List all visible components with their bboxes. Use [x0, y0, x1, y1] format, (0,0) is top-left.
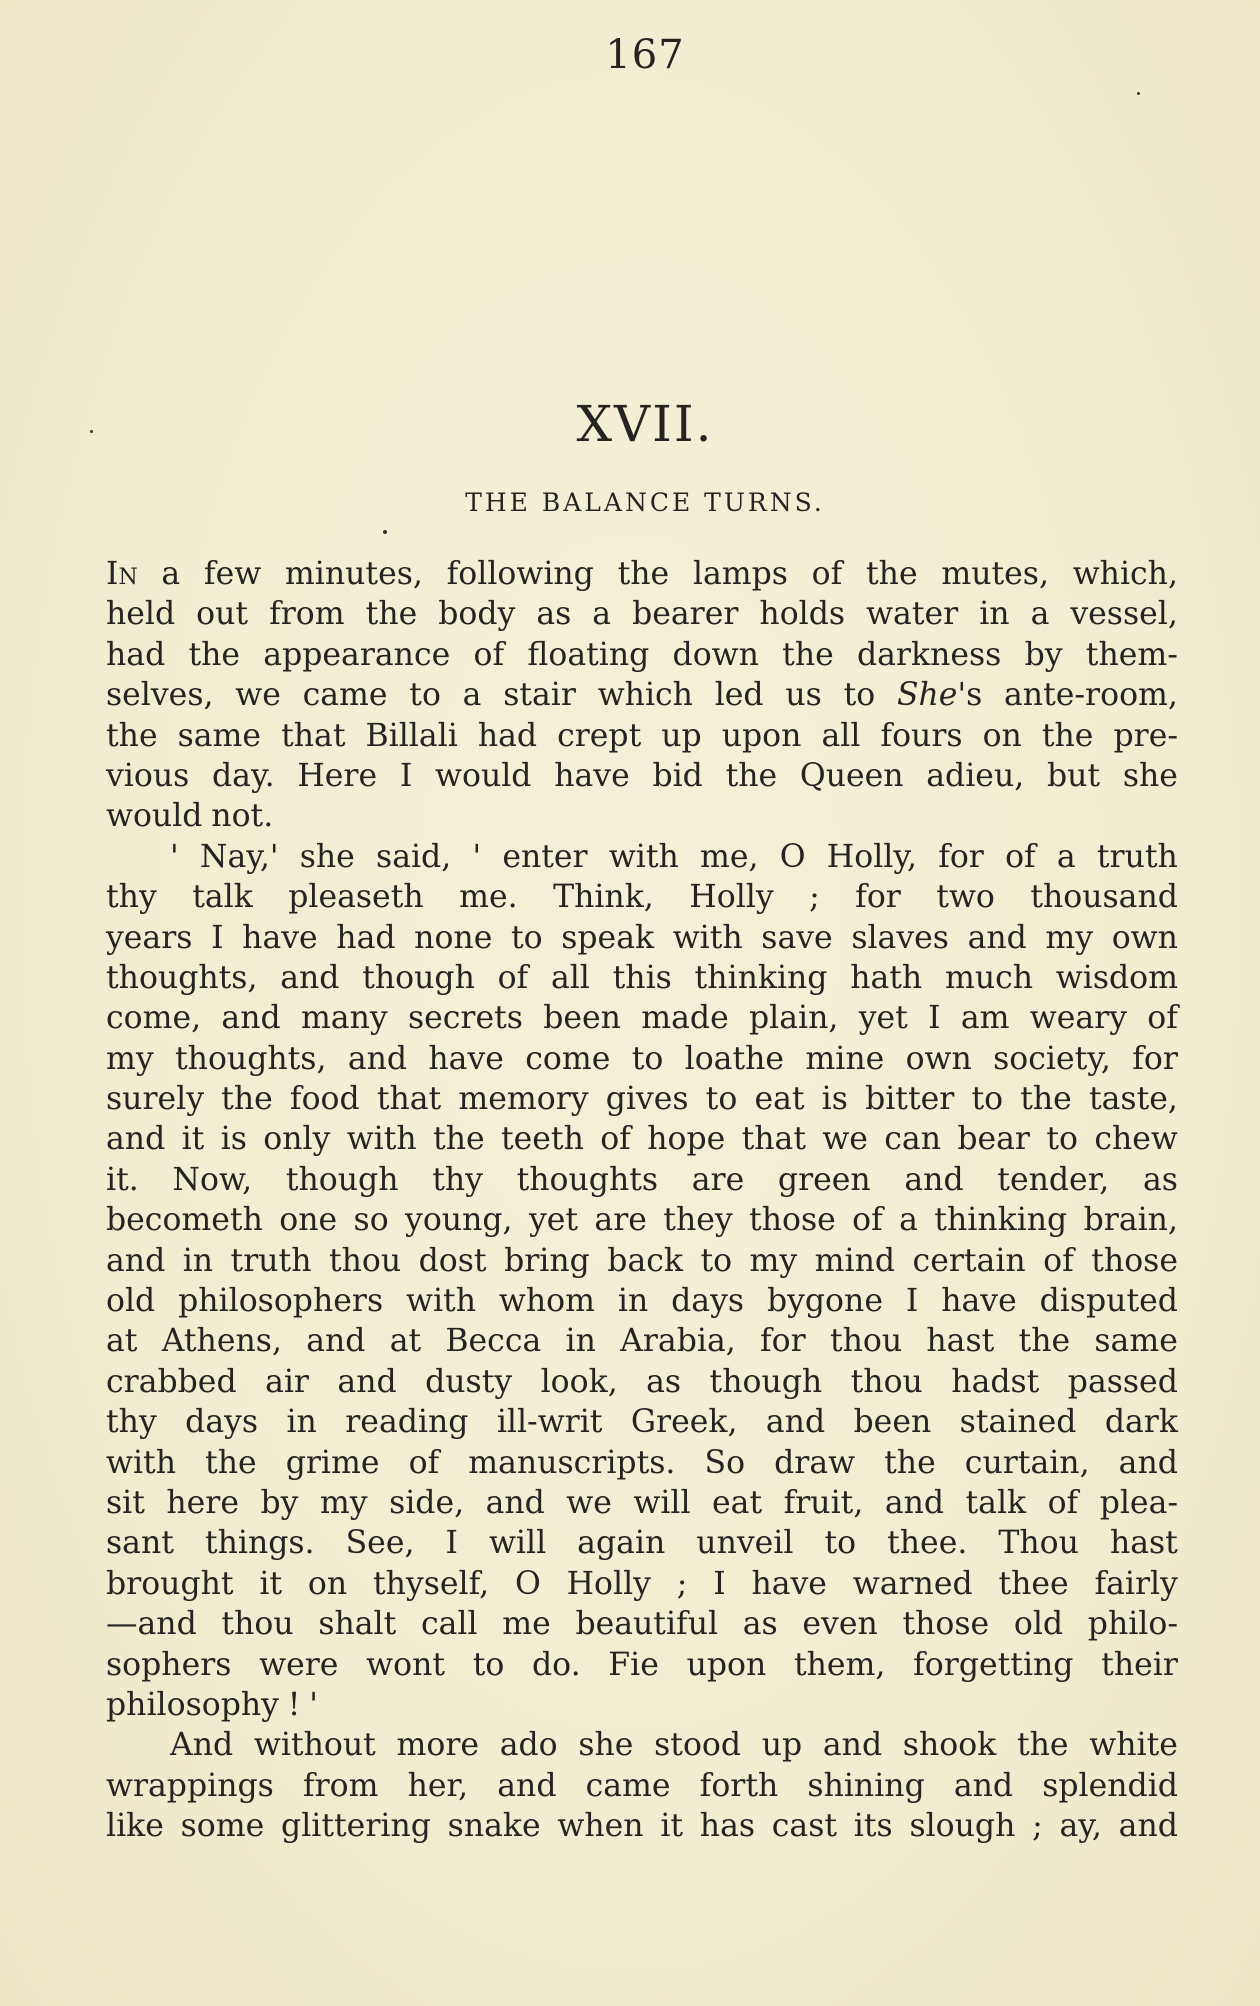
text-line: surely the food that memory gives to eat is bitter to the taste,: [106, 1081, 1178, 1118]
text-line: becometh one so young, yet are they those of a thinking brain,: [106, 1202, 1178, 1239]
text-line: at Athens, and at Becca in Arabia, for thou hast the same: [106, 1323, 1178, 1360]
text-line: —and thou shalt call me beautiful as even those old philo-: [106, 1606, 1178, 1643]
text-line: like some glittering snake when it has cast its slough ; ay, and: [106, 1808, 1178, 1845]
print-speck: [90, 430, 93, 433]
text-line: my thoughts, and have come to loathe mine own society, for: [106, 1040, 1178, 1077]
print-speck: [1137, 92, 1140, 95]
text-line: thoughts, and though of all this thinking hath much wisdom: [106, 959, 1178, 996]
chapter-title: THE BALANCE TURNS.: [465, 488, 825, 517]
chapter-number: XVII.: [576, 395, 714, 453]
text-line: sit here by my side, and we will eat fruit, and talk of plea-: [106, 1484, 1178, 1521]
text-line: years I have had none to speak with save slaves and my own: [106, 919, 1178, 956]
text-line: come, and many secrets been made plain, yet I am weary of: [106, 1000, 1178, 1037]
text-line: selves, we came to a stair which led us to She's ante-room,: [106, 677, 1178, 714]
text-line: old philosophers with whom in days bygone I have disputed: [106, 1283, 1178, 1320]
text-line: vious day. Here I would have bid the Queen adieu, but she: [106, 757, 1178, 794]
text-line: the same that Billali had crept up upon all fours on the pre-: [106, 717, 1178, 754]
text-line: sant things. See, I will again unveil to thee. Thou hast: [106, 1525, 1178, 1562]
text-line: had the appearance of floating down the darkness by them-: [106, 636, 1178, 673]
text-line: and it is only with the teeth of hope that we can bear to chew: [106, 1121, 1178, 1158]
page-number: 167: [605, 32, 685, 78]
text-line: held out from the body as a bearer holds water in a vessel,: [106, 596, 1178, 633]
text-line: crabbed air and dusty look, as though thou hadst passed: [106, 1363, 1178, 1400]
text-line: wrappings from her, and came forth shining and splendid: [106, 1767, 1178, 1804]
body-text: [106, 554, 1178, 1847]
print-speck: [383, 530, 387, 534]
text-line: would not.: [106, 798, 274, 835]
text-line: philosophy ! ': [106, 1686, 318, 1723]
text-line: it. Now, though thy thoughts are green and tender, as: [106, 1161, 1178, 1198]
text-line: sophers were wont to do. Fie upon them, forgetting their: [106, 1646, 1178, 1683]
text-line: And without more ado she stood up and shook the white: [170, 1727, 1178, 1764]
text-line: and in truth thou dost bring back to my mind certain of those: [106, 1242, 1178, 1279]
text-line: thy talk pleaseth me. Think, Holly ; for two thousand: [106, 879, 1178, 916]
text-line: brought it on thyself, O Holly ; I have warned thee fairly: [106, 1565, 1178, 1602]
text-line: In a few minutes, following the lamps of the mutes, which,: [106, 556, 1178, 592]
text-line: with the grime of manuscripts. So draw the curtain, and: [106, 1444, 1178, 1481]
text-line: ' Nay,' she said, ' enter with me, O Holly, for of a truth: [170, 838, 1178, 875]
text-line: thy days in reading ill-writ Greek, and been stained dark: [106, 1404, 1178, 1441]
